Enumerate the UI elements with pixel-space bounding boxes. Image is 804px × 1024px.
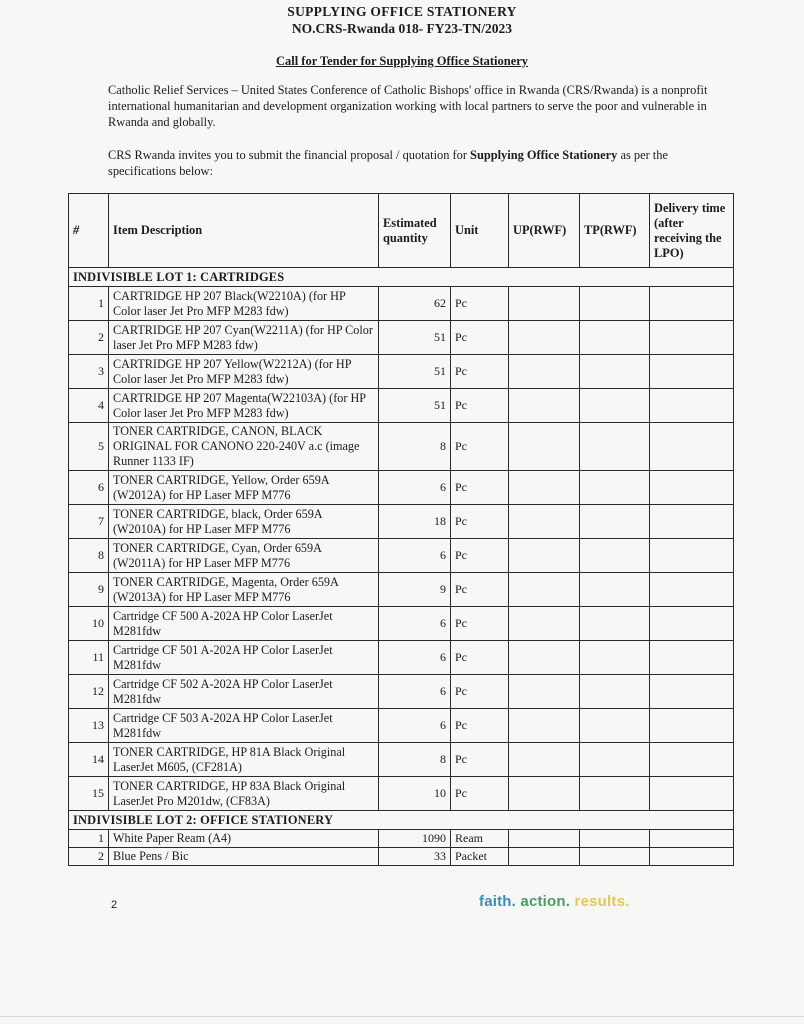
item-quantity: 6	[379, 471, 451, 505]
total-price-cell	[580, 389, 650, 423]
invitation-paragraph	[108, 147, 708, 179]
item-unit: Pc	[451, 709, 509, 743]
call-for-tender-heading: Call for Tender for Supplying Office Stationery	[275, 54, 529, 68]
total-price-cell	[580, 641, 650, 675]
total-price-cell	[580, 539, 650, 573]
delivery-time-cell	[650, 607, 734, 641]
total-price-cell	[580, 423, 650, 471]
item-number: 14	[69, 743, 109, 777]
item-unit: Pc	[451, 743, 509, 777]
unit-price-cell	[509, 423, 580, 471]
table-row	[69, 709, 734, 743]
item-quantity: 6	[379, 675, 451, 709]
total-price-cell	[580, 607, 650, 641]
table-row	[69, 287, 734, 321]
total-price-cell	[580, 287, 650, 321]
item-unit: Pc	[451, 607, 509, 641]
item-unit: Pc	[451, 539, 509, 573]
table-row	[69, 355, 734, 389]
item-unit: Pc	[451, 777, 509, 811]
item-description: CARTRIDGE HP 207 Black(W2210A) (for HP Color laser Jet Pro MFP M283 fdw)	[109, 287, 379, 321]
item-description: TONER CARTRIDGE, CANON, BLACK ORIGINAL FOR CANONO 220-240V a.c (image Runner 1133 IF)	[109, 423, 379, 471]
item-number: 3	[69, 355, 109, 389]
unit-price-cell	[509, 321, 580, 355]
item-quantity: 62	[379, 287, 451, 321]
delivery-time-cell	[650, 471, 734, 505]
delivery-time-cell	[650, 389, 734, 423]
table-row	[69, 848, 734, 866]
table-row	[69, 389, 734, 423]
item-description: CARTRIDGE HP 207 Magenta(W22103A) (for HP Color laser Jet Pro MFP M283 fdw)	[109, 389, 379, 423]
item-number: 7	[69, 505, 109, 539]
item-unit: Pc	[451, 641, 509, 675]
item-unit: Pc	[451, 675, 509, 709]
delivery-time-cell	[650, 641, 734, 675]
item-description: TONER CARTRIDGE, black, Order 659A (W2010A) for HP Laser MFP M776	[109, 505, 379, 539]
item-unit: Pc	[451, 423, 509, 471]
invitation-text-bold: Supplying Office Stationery	[470, 148, 618, 162]
delivery-time-cell	[650, 830, 734, 848]
document-title: SUPPLYING OFFICE STATIONERY	[287, 4, 517, 19]
total-price-cell	[580, 505, 650, 539]
table-header-row	[69, 194, 734, 268]
table-row	[69, 743, 734, 777]
intro-paragraph: Catholic Relief Services – United States Conference of Catholic Bishops' office in Rwanda (CRS/Rwanda) is a nonprofit international humanitarian and development organization working with local partners to serve the poor and vulnerable in Rwanda and globally.	[108, 83, 708, 129]
item-number: 12	[69, 675, 109, 709]
item-description: Blue Pens / Bic	[109, 848, 379, 866]
item-number: 2	[69, 321, 109, 355]
unit-price-cell	[509, 539, 580, 573]
item-description: TONER CARTRIDGE, Yellow, Order 659A (W2012A) for HP Laser MFP M776	[109, 471, 379, 505]
total-price-cell	[580, 743, 650, 777]
table-row	[69, 539, 734, 573]
header-estimated-quantity: Estimated quantity	[379, 194, 451, 268]
total-price-cell	[580, 777, 650, 811]
invitation-text-end: as per the specifications below:	[108, 148, 668, 178]
item-quantity: 33	[379, 848, 451, 866]
item-quantity: 51	[379, 389, 451, 423]
item-unit: Pc	[451, 389, 509, 423]
table-row	[69, 573, 734, 607]
unit-price-cell	[509, 607, 580, 641]
table-row	[69, 830, 734, 848]
delivery-time-cell	[650, 287, 734, 321]
tagline-action: action.	[520, 893, 571, 910]
item-quantity: 6	[379, 641, 451, 675]
item-description: TONER CARTRIDGE, Magenta, Order 659A (W2013A) for HP Laser MFP M776	[109, 573, 379, 607]
unit-price-cell	[509, 355, 580, 389]
item-number: 9	[69, 573, 109, 607]
item-quantity: 8	[379, 743, 451, 777]
unit-price-cell	[509, 471, 580, 505]
header-delivery-time: Delivery time (after receiving the LPO)	[650, 194, 734, 268]
total-price-cell	[580, 471, 650, 505]
lot-1-heading: INDIVISIBLE LOT 1: CARTRIDGES	[69, 268, 734, 287]
item-quantity: 10	[379, 777, 451, 811]
lot-1-heading-row	[69, 268, 734, 287]
unit-price-cell	[509, 709, 580, 743]
tender-reference: NO.CRS-Rwanda 018- FY23-TN/2023	[291, 21, 513, 36]
item-quantity: 8	[379, 423, 451, 471]
unit-price-cell	[509, 287, 580, 321]
total-price-cell	[580, 675, 650, 709]
item-unit: Pc	[451, 287, 509, 321]
table-row	[69, 607, 734, 641]
item-quantity: 6	[379, 709, 451, 743]
item-description: CARTRIDGE HP 207 Yellow(W2212A) (for HP Color laser Jet Pro MFP M283 fdw)	[109, 355, 379, 389]
table-row	[69, 321, 734, 355]
table-row	[69, 505, 734, 539]
delivery-time-cell	[650, 675, 734, 709]
unit-price-cell	[509, 573, 580, 607]
item-quantity: 6	[379, 539, 451, 573]
item-number: 2	[69, 848, 109, 866]
item-description: TONER CARTRIDGE, HP 83A Black Original LaserJet Pro M201dw, (CF83A)	[109, 777, 379, 811]
item-description: Cartridge CF 500 A-202A HP Color LaserJet M281fdw	[109, 607, 379, 641]
item-quantity: 51	[379, 321, 451, 355]
invitation-text-start: CRS Rwanda invites you to submit the financial proposal / quotation for	[108, 148, 471, 162]
item-quantity: 6	[379, 607, 451, 641]
page-edge	[0, 1016, 804, 1017]
item-number: 4	[69, 389, 109, 423]
header-unit-price: UP(RWF)	[509, 194, 580, 268]
unit-price-cell	[509, 641, 580, 675]
item-quantity: 9	[379, 573, 451, 607]
item-number: 10	[69, 607, 109, 641]
item-unit: Packet	[451, 848, 509, 866]
header-total-price: TP(RWF)	[580, 194, 650, 268]
item-description: CARTRIDGE HP 207 Cyan(W2211A) (for HP Color laser Jet Pro MFP M283 fdw)	[109, 321, 379, 355]
item-number: 11	[69, 641, 109, 675]
item-number: 5	[69, 423, 109, 471]
total-price-cell	[580, 573, 650, 607]
delivery-time-cell	[650, 743, 734, 777]
item-quantity: 1090	[379, 830, 451, 848]
item-number: 13	[69, 709, 109, 743]
unit-price-cell	[509, 830, 580, 848]
delivery-time-cell	[650, 423, 734, 471]
unit-price-cell	[509, 777, 580, 811]
delivery-time-cell	[650, 505, 734, 539]
unit-price-cell	[509, 743, 580, 777]
item-description: Cartridge CF 503 A-202A HP Color LaserJet M281fdw	[109, 709, 379, 743]
table-row	[69, 777, 734, 811]
table-row	[69, 675, 734, 709]
delivery-time-cell	[650, 355, 734, 389]
lot-2-heading: INDIVISIBLE LOT 2: OFFICE STATIONERY	[69, 811, 734, 830]
tagline	[479, 893, 630, 910]
specification-table	[68, 193, 734, 866]
item-description: Cartridge CF 501 A-202A HP Color LaserJet M281fdw	[109, 641, 379, 675]
page-number: 2	[111, 899, 118, 911]
item-number: 15	[69, 777, 109, 811]
item-unit: Pc	[451, 573, 509, 607]
lot-2-heading-row	[69, 811, 734, 830]
unit-price-cell	[509, 675, 580, 709]
total-price-cell	[580, 321, 650, 355]
delivery-time-cell	[650, 848, 734, 866]
item-number: 1	[69, 287, 109, 321]
item-number: 6	[69, 471, 109, 505]
total-price-cell	[580, 355, 650, 389]
delivery-time-cell	[650, 321, 734, 355]
item-description: TONER CARTRIDGE, Cyan, Order 659A (W2011A) for HP Laser MFP M776	[109, 539, 379, 573]
delivery-time-cell	[650, 573, 734, 607]
unit-price-cell	[509, 848, 580, 866]
item-quantity: 51	[379, 355, 451, 389]
delivery-time-cell	[650, 777, 734, 811]
item-number: 1	[69, 830, 109, 848]
table-row	[69, 471, 734, 505]
item-unit: Pc	[451, 321, 509, 355]
total-price-cell	[580, 848, 650, 866]
total-price-cell	[580, 709, 650, 743]
total-price-cell	[580, 830, 650, 848]
item-unit: Ream	[451, 830, 509, 848]
item-unit: Pc	[451, 505, 509, 539]
tagline-faith: faith.	[479, 893, 517, 910]
item-number: 8	[69, 539, 109, 573]
tagline-results: results.	[574, 893, 630, 910]
item-unit: Pc	[451, 355, 509, 389]
delivery-time-cell	[650, 539, 734, 573]
table-row	[69, 641, 734, 675]
delivery-time-cell	[650, 709, 734, 743]
unit-price-cell	[509, 389, 580, 423]
item-quantity: 18	[379, 505, 451, 539]
item-unit: Pc	[451, 471, 509, 505]
item-description: TONER CARTRIDGE, HP 81A Black Original LaserJet M605, (CF281A)	[109, 743, 379, 777]
table-row	[69, 423, 734, 471]
unit-price-cell	[509, 505, 580, 539]
header-unit: Unit	[451, 194, 509, 268]
header-number: #	[69, 194, 109, 268]
header-item-description: Item Description	[109, 194, 379, 268]
item-description: White Paper Ream (A4)	[109, 830, 379, 848]
item-description: Cartridge CF 502 A-202A HP Color LaserJet M281fdw	[109, 675, 379, 709]
